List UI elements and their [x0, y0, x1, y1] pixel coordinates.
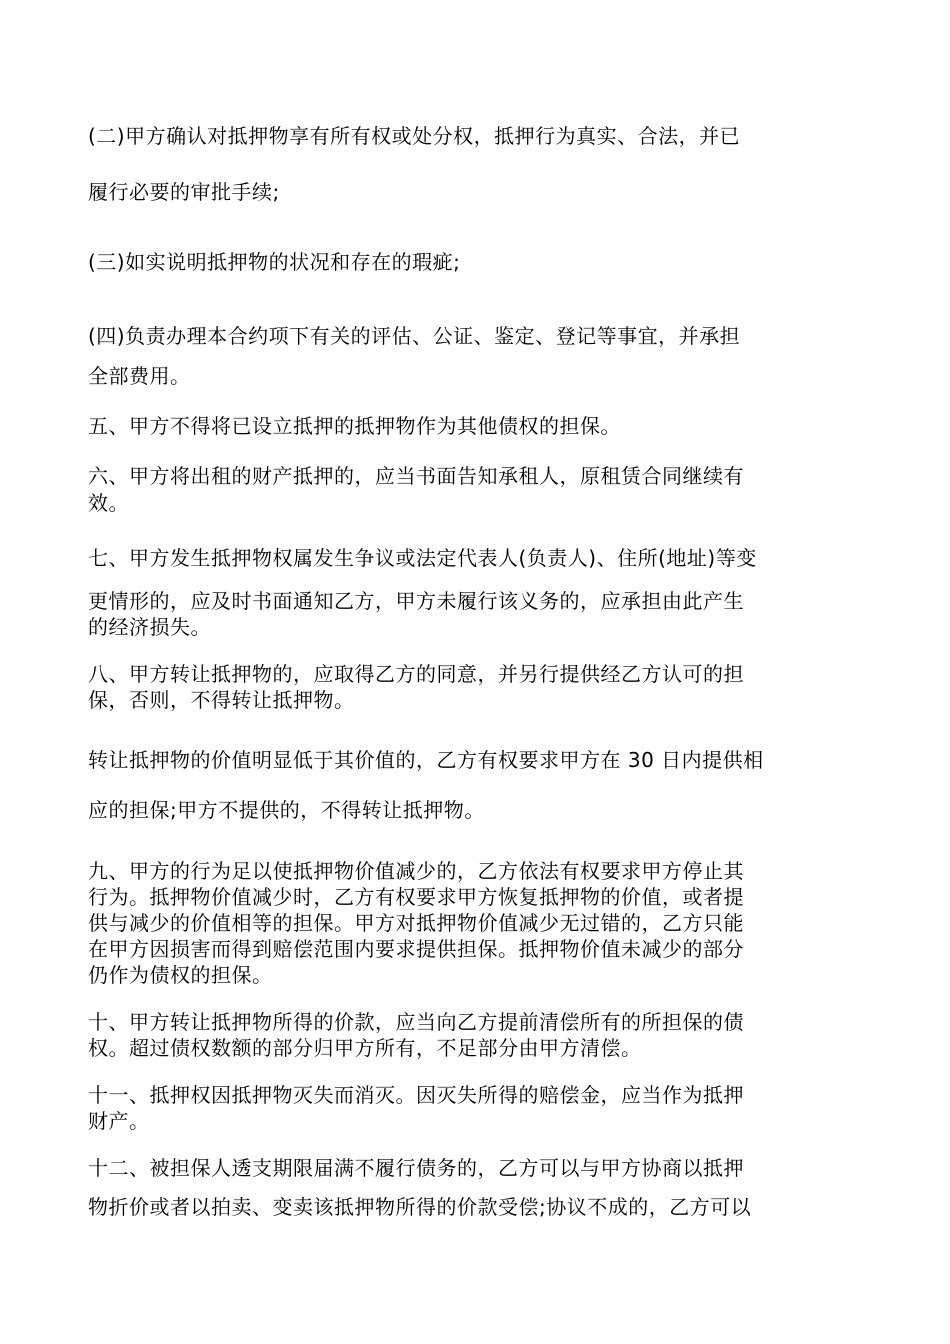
text-line: 七、甲方发生抵押物权属发生争议或法定代表人(负责人)、住所(地址)等变 — [88, 546, 757, 570]
text-line: (三)如实说明抵押物的状况和存在的瑕疵; — [88, 250, 461, 274]
text-line: 全部费用。 — [88, 364, 191, 388]
text-line: 权。超过债权数额的部分归甲方所有，不足部分由甲方清偿。 — [88, 1036, 642, 1060]
text-line: 更情形的，应及时书面通知乙方，甲方未履行该义务的，应承担由此产生 — [88, 589, 744, 613]
text-line: 履行必要的审批手续; — [88, 180, 280, 204]
text-line: 行为。抵押物价值减少时，乙方有权要求甲方恢复抵押物的价值，或者提 — [88, 885, 744, 909]
text-line: 十二、被担保人透支期限届满不履行债务的，乙方可以与甲方协商以抵押 — [88, 1156, 744, 1180]
text-line: 应的担保;甲方不提供的，不得转让抵押物。 — [88, 798, 485, 822]
text-line: 八、甲方转让抵押物的，应取得乙方的同意，并另行提供经乙方认可的担 — [88, 662, 744, 686]
text-line: 十一、抵押权因抵押物灭失而消灭。因灭失所得的赔偿金，应当作为抵押 — [88, 1083, 744, 1107]
text-line: 效。 — [88, 491, 129, 515]
text-line: (四)负责办理本合约项下有关的评估、公证、鉴定、登记等事宜，并承担 — [88, 324, 741, 348]
text-line: (二)甲方确认对抵押物享有所有权或处分权，抵押行为真实、合法，并已 — [88, 124, 741, 148]
text-line: 九、甲方的行为足以使抵押物价值减少的，乙方依法有权要求甲方停止其 — [88, 859, 744, 883]
text-line: 六、甲方将出租的财产抵押的，应当书面告知承租人，原租赁合同继续有 — [88, 464, 744, 488]
text-line: 供与减少的价值相等的担保。甲方对抵押物价值减少无过错的，乙方只能 — [88, 911, 744, 935]
text-line: 财产。 — [88, 1109, 150, 1133]
text-line: 在甲方因损害而得到赔偿范围内要求提供担保。抵押物价值未减少的部分 — [88, 937, 744, 961]
text-line: 转让抵押物的价值明显低于其价值的，乙方有权要求甲方在 30 日内提供相 — [88, 748, 764, 772]
text-line: 的经济损失。 — [88, 615, 211, 639]
text-line: 保，否则，不得转让抵押物。 — [88, 688, 355, 712]
text-line: 仍作为债权的担保。 — [88, 963, 273, 987]
text-line: 十、甲方转让抵押物所得的价款，应当向乙方提前清偿所有的所担保的债 — [88, 1010, 744, 1034]
text-line: 物折价或者以拍卖、变卖该抵押物所得的价款受偿;协议不成的，乙方可以 — [88, 1195, 752, 1219]
text-line: 五、甲方不得将已设立抵押的抵押物作为其他债权的担保。 — [88, 414, 621, 438]
